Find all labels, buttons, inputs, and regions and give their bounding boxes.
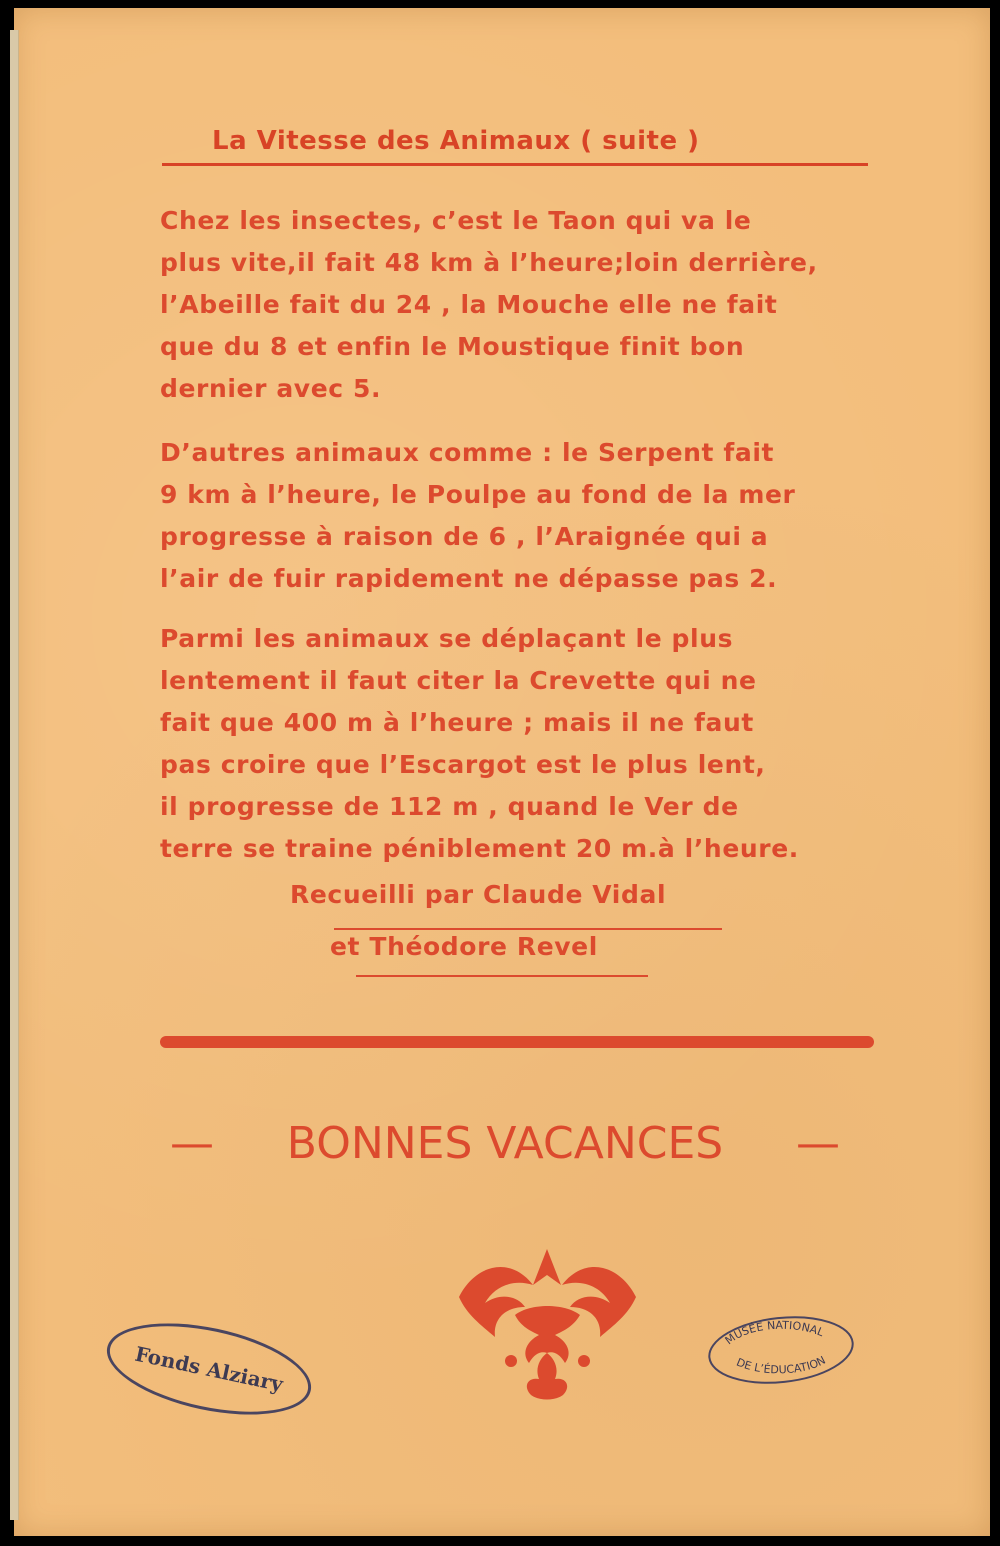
title-underline	[162, 163, 868, 166]
credit-underline-1	[334, 928, 722, 930]
text-line: il progresse de 112 m , quand le Ver de	[160, 792, 739, 821]
text-line: lentement il faut citer la Crevette qui ne	[160, 666, 757, 695]
paragraph-slowest	[160, 618, 836, 870]
paragraph-other-animals	[160, 432, 836, 600]
text-line: plus vite,il fait 48 km à l’heure;loin derrière,	[160, 248, 818, 277]
greeting-banner	[170, 1118, 840, 1169]
paragraph-insects	[160, 200, 836, 410]
greeting-dash-left: —	[170, 1118, 214, 1169]
text-line: l’air de fuir rapidement ne dépasse pas 2.	[160, 564, 778, 593]
greeting-dash-right: —	[795, 1118, 840, 1169]
credit-line-2: et Théodore Revel	[330, 932, 598, 961]
text-line: pas croire que l’Escargot est le plus lent,	[160, 750, 766, 779]
greeting-text: BONNES VACANCES	[286, 1118, 724, 1169]
text-line: fait que 400 m à l’heure ; mais il ne faut	[160, 708, 754, 737]
floral-ornament-icon	[455, 1245, 640, 1405]
text-line: que du 8 et enfin le Moustique finit bon	[160, 332, 745, 361]
credit-underline-2	[356, 975, 648, 977]
section-divider	[160, 1036, 874, 1048]
text-line: l’Abeille fait du 24 , la Mouche elle ne fait	[160, 290, 778, 319]
text-line: Chez les insectes, c’est le Taon qui va le	[160, 206, 752, 235]
text-line: 9 km à l’heure, le Poulpe au fond de la mer	[160, 480, 796, 509]
museum-stamp-bottom-text: DE L’ÉDUCATION	[734, 1353, 828, 1377]
text-line: terre se traine péniblement 20 m.à l’heure.	[160, 834, 799, 863]
text-line: Parmi les animaux se déplaçant le plus	[160, 624, 734, 653]
museum-stamp	[706, 1310, 856, 1386]
page-title: La Vitesse des Animaux ( suite )	[212, 126, 700, 156]
text-line: D’autres animaux comme : le Serpent fait	[160, 438, 775, 467]
text-line: progresse à raison de 6 , l’Araignée qui a	[160, 522, 769, 551]
text-line: dernier avec 5.	[160, 374, 382, 403]
archive-stamp-fonds: Fonds Alziary	[99, 1307, 320, 1430]
paper-edge	[10, 30, 19, 1520]
credit-line-1: Recueilli par Claude Vidal	[290, 880, 667, 909]
museum-stamp-top-text: MUSÉE NATIONAL	[722, 1318, 826, 1348]
